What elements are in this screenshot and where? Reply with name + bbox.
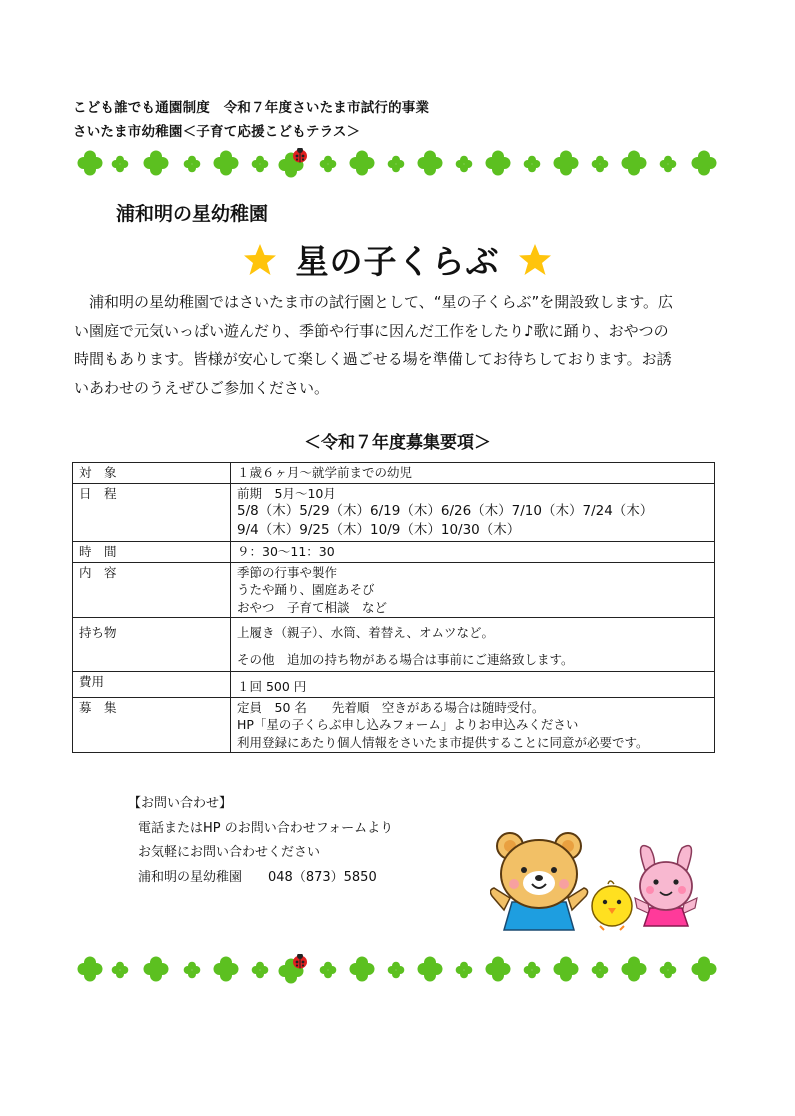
clover-border-bottom xyxy=(76,954,721,984)
row-label: 募 集 xyxy=(73,697,231,753)
row-label: 日 程 xyxy=(73,483,231,542)
star-icon xyxy=(517,242,553,278)
value-line: 5/8（木）5/29（木）6/19（木）6/26（木）7/10（木）7/24（木） xyxy=(237,503,654,519)
table-row xyxy=(73,618,715,672)
contact-line: お気軽にお問い合わせください xyxy=(138,845,321,860)
row-label: 時 間 xyxy=(73,542,231,563)
requirements-heading: ＜令和７年度募集要項＞ xyxy=(304,433,491,453)
table-row xyxy=(73,463,715,484)
row-label: 費用 xyxy=(73,672,231,698)
value-line: ９：30～11：30 xyxy=(237,544,335,559)
row-label: 対 象 xyxy=(73,463,231,484)
mascot-illustrations xyxy=(490,826,710,934)
intro-line: い園庭で元気いっぱい遊んだり、季節や行事に因んだ工作をしたり♪歌に踊り、おやつの xyxy=(74,321,669,340)
row-value xyxy=(231,672,715,698)
value-line: 定員 50 名 先着順 空きがある場合は随時受付。 xyxy=(237,699,545,715)
table-row xyxy=(73,672,715,698)
row-value xyxy=(231,483,715,542)
value-line: おやつ 子育て相談 など xyxy=(237,599,388,615)
contact-line: 電話またはHP のお問い合わせフォームより xyxy=(138,820,394,836)
chick-illustration xyxy=(592,881,632,930)
table-row xyxy=(73,542,715,563)
value-line: HP「星の子くらぶ申し込みフォーム」よりお申込みください xyxy=(237,717,579,732)
organization-name: 浦和明の星幼稚園 xyxy=(116,203,269,225)
table-row xyxy=(73,697,715,753)
rabbit-illustration xyxy=(635,846,697,926)
requirements-table xyxy=(72,462,715,753)
row-value xyxy=(231,697,715,753)
value-line: 前期 5月～10月 xyxy=(237,485,336,501)
clover-border-top xyxy=(76,148,721,178)
intro-line: いあわせのうえぜひご参加ください。 xyxy=(74,378,330,397)
value-line: うたや踊り、園庭あそび xyxy=(237,582,375,597)
header-line-1: こども誰でも通園制度 令和７年度さいたま市試行的事業 xyxy=(73,100,430,116)
row-value xyxy=(231,618,715,672)
row-label: 内 容 xyxy=(73,562,231,618)
bear-illustration xyxy=(490,833,587,930)
row-value xyxy=(231,463,715,484)
star-icon xyxy=(242,242,278,278)
intro-line: 浦和明の星幼稚園ではさいたま市の試行園として、“星の子くらぶ”を開設致します。広 xyxy=(74,293,674,311)
value-line: 季節の行事や製作 xyxy=(237,564,338,580)
value-line: １回 500 円 xyxy=(237,679,307,694)
contact-heading: 【お問い合わせ】 xyxy=(128,796,233,811)
header-line-2: さいたま市幼稚園＜子育て応援こどもテラス＞ xyxy=(73,124,361,140)
value-line: １歳６ヶ月～就学前までの幼児 xyxy=(237,465,413,480)
value-line: 利用登録にあたり個人情報をさいたま市提供することに同意が必要です。 xyxy=(237,734,649,750)
value-line: その他 追加の持ち物がある場合は事前にご連絡致します。 xyxy=(237,651,574,667)
value-line: 上履き（親子）、水筒、着替え、オムツなど。 xyxy=(237,625,495,640)
intro-paragraph xyxy=(74,288,724,402)
table-row xyxy=(73,483,715,542)
row-value xyxy=(231,562,715,618)
title-banner xyxy=(0,236,795,284)
row-value xyxy=(231,542,715,563)
contact-section xyxy=(128,792,393,890)
row-label: 持ち物 xyxy=(73,618,231,672)
value-line: 9/4（木）9/25（木）10/9（木）10/30（木） xyxy=(237,522,521,538)
intro-line: 時間もあります。皆様が安心して楽しく過ごせる場を準備してお待ちしております。お誘 xyxy=(74,350,672,368)
page-title: 星の子くらぶ xyxy=(295,242,500,281)
table-row xyxy=(73,562,715,618)
contact-phone: 浦和明の星幼稚園 048（873）5850 xyxy=(138,869,377,885)
